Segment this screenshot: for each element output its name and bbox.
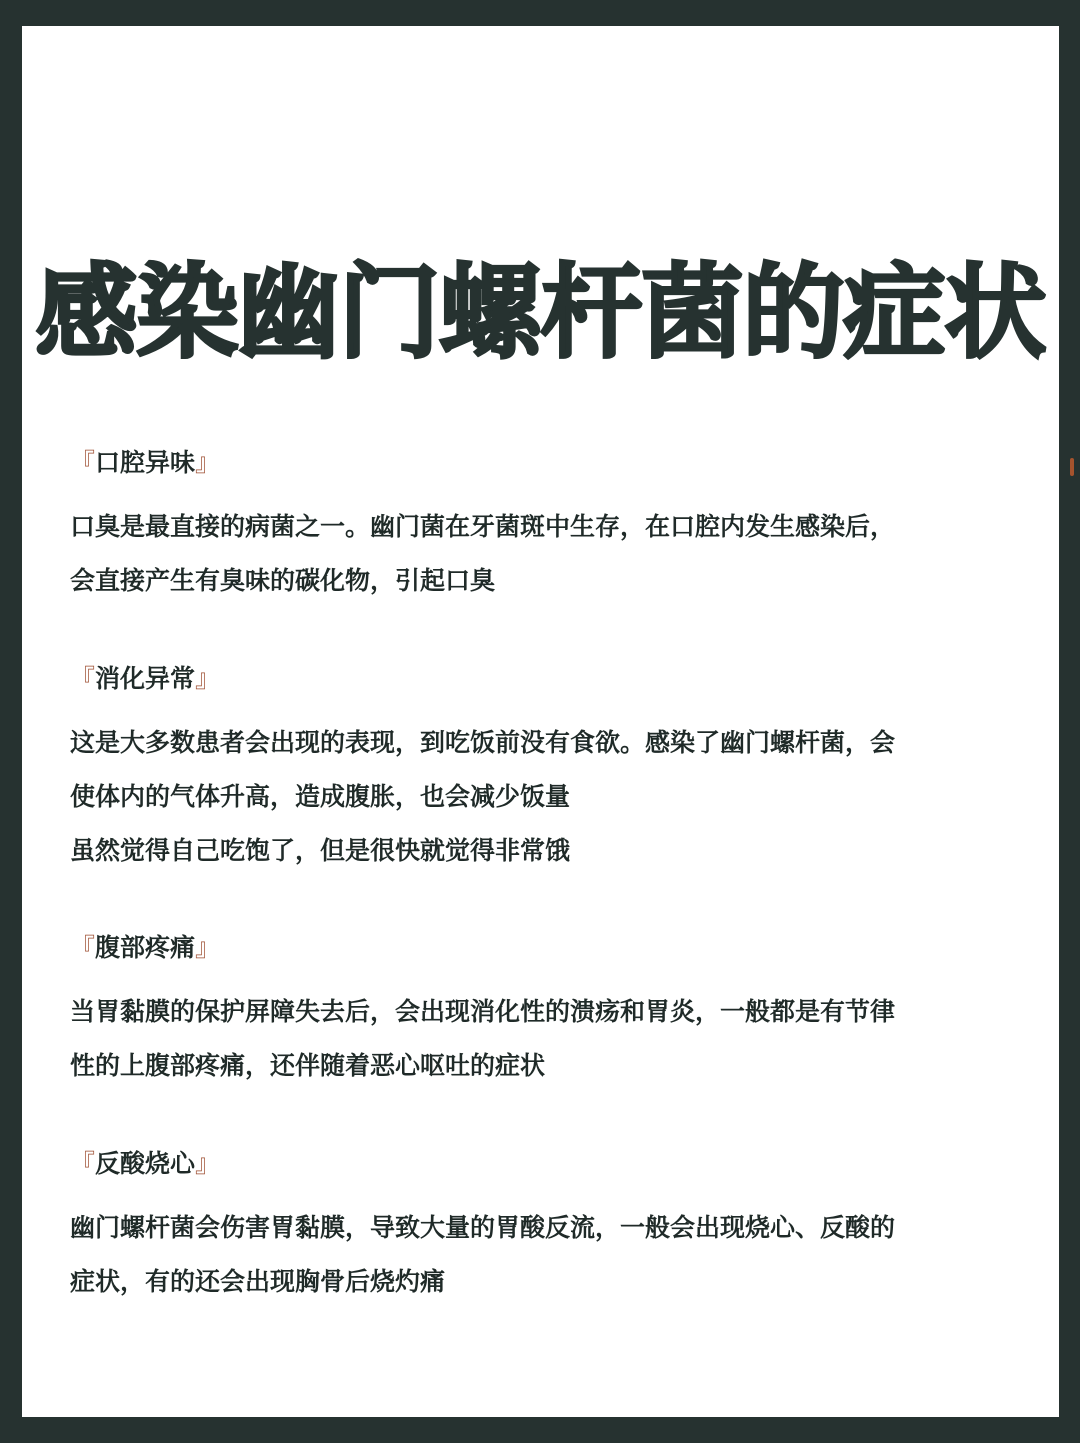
paragraph-line: 这是大多数患者会出现的表现，到吃饭前没有食欲。感染了幽门螺杆菌，会 — [70, 728, 896, 757]
section-digestive-abnormality — [70, 662, 1010, 878]
section-paragraph — [70, 716, 1010, 878]
open-bracket: 『 — [70, 448, 96, 477]
close-bracket: 』 — [195, 933, 221, 962]
paragraph-line: 当胃黏膜的保护屏障失去后，会出现消化性的溃疡和胃炎，一般都是有节律 — [70, 997, 896, 1026]
section-heading — [70, 662, 1010, 696]
section-acid-reflux — [70, 1147, 1010, 1309]
close-bracket: 』 — [195, 448, 221, 477]
section-paragraph — [70, 1201, 1010, 1309]
section-heading — [70, 446, 1010, 480]
section-abdominal-pain — [70, 931, 1010, 1093]
paragraph-line: 会直接产生有臭味的碳化物，引起口臭 — [70, 566, 496, 595]
paragraph-line: 性的上腹部疼痛，还伴随着恶心呕吐的症状 — [70, 1051, 546, 1080]
section-heading-label: 腹部疼痛 — [95, 933, 196, 962]
edge-marker — [1070, 458, 1074, 476]
open-bracket: 『 — [70, 1149, 96, 1178]
document-page — [22, 26, 1059, 1417]
close-bracket: 』 — [195, 664, 221, 693]
section-oral-odor — [70, 446, 1010, 608]
open-bracket: 『 — [70, 664, 96, 693]
paragraph-line: 口臭是最直接的病菌之一。幽门菌在牙菌斑中生存，在口腔内发生感染后， — [70, 512, 896, 541]
paragraph-line: 使体内的气体升高，造成腹胀，也会减少饭量 — [70, 782, 571, 811]
paragraph-line: 虽然觉得自己吃饱了，但是很快就觉得非常饿 — [70, 836, 571, 865]
section-heading — [70, 1147, 1010, 1181]
section-heading-label: 反酸烧心 — [95, 1149, 196, 1178]
section-heading-label: 口腔异味 — [95, 448, 196, 477]
paragraph-line: 幽门螺杆菌会伤害胃黏膜，导致大量的胃酸反流，一般会出现烧心、反酸的 — [70, 1213, 896, 1242]
paragraph-line: 症状，有的还会出现胸骨后烧灼痛 — [70, 1267, 446, 1296]
section-paragraph — [70, 985, 1010, 1093]
page-title: 感染幽门螺杆菌的症状 — [35, 254, 1046, 373]
section-heading-label: 消化异常 — [95, 664, 196, 693]
section-paragraph — [70, 500, 1010, 608]
close-bracket: 』 — [195, 1149, 221, 1178]
open-bracket: 『 — [70, 933, 96, 962]
section-heading — [70, 931, 1010, 965]
